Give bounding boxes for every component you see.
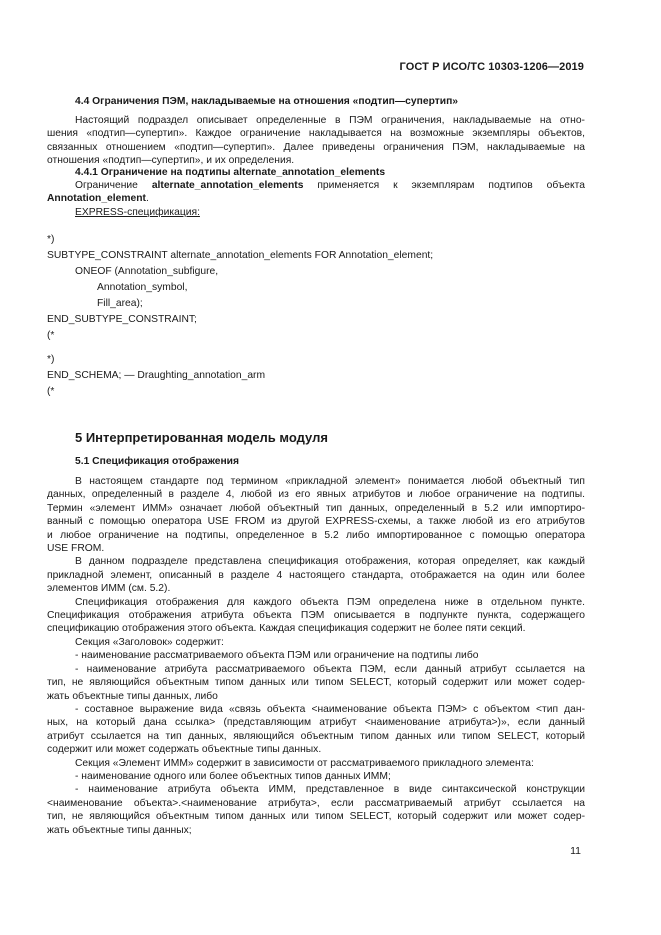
code-gap [47,344,585,352]
paragraph-line: жать объектные типы данных, либо [47,690,218,702]
paragraph-line: атрибут ссылается на тип данных, являющийся объектным типом данных или типом SELECT, который [47,730,585,742]
code-line: ONEOF (Annotation_subfigure, [75,266,219,277]
paragraph-line: тип, не являющийся объектным типом данных или типом SELECT, который содержит или может содер- [47,677,585,689]
list-item: - наименование атрибута рассматриваемого объекта ПЭМ, если данный атрибут ссылается на [75,663,585,675]
code-line: Annotation_symbol, [97,282,188,293]
paragraph-line: отношения «подтип—супертип», и их определения. [47,155,295,167]
paragraph-line: USE FROM. [47,543,105,555]
paragraph-line [47,179,585,192]
express-label [47,206,613,219]
list-item: - наименование одного или более объектных типов данных ИММ; [75,770,391,782]
section-heading-4-4: 4.4 Ограничения ПЭМ, накладываемые на отношения «подтип—супертип» [75,96,459,107]
section-5-1-body [47,475,585,837]
constraint-name: alternate_annotation_elements [151,180,304,191]
paragraph-line: Спецификация отображения атрибута объекта ПЭМ описывается в подпункте пункта, содержащего [47,610,585,622]
paragraph-line: Секция «Заголовок» содержит: [75,636,224,648]
paragraph-line: Спецификация отображения для каждого объекта ПЭМ определена ниже в отдельном пункте. [75,596,585,608]
code-line: (* [47,386,55,397]
section-heading-5-1: 5.1 Спецификация отображения [75,456,240,467]
entity-name: Annotation_element [47,193,146,205]
paragraph-line: <наименование объекта>.<наименование атрибута>, если рассматриваемый атрибут ссылается на [47,797,585,809]
code-line: SUBTYPE_CONSTRAINT alternate_annotation_elements FOR Annotation_element; [47,250,434,261]
paragraph-line: ных, на который дана ссылка> (представляющим атрибут <наименование атрибута>)», если данный [47,717,585,729]
section-4-4-paragraph [47,114,585,168]
list-item: - наименование атрибута объекта ИММ, представленное в виде синтаксической конструкции [75,784,585,796]
paragraph-line: шения «подтип—супертип». Каждое ограничение накладывается на возможные экземпляры объектов, [47,128,585,140]
paragraph-line: Секция «Элемент ИММ» содержит в зависимости от рассматриваемого прикладного элемента: [75,757,534,769]
text-run: применяется к экземплярам подтипов объекта [303,180,585,191]
page-number: 11 [570,845,581,857]
paragraph-line: Настоящий подраздел описывает определенные в ПЭМ ограничения, накладываемые на отно- [75,115,585,126]
code-line: END_SCHEMA; — Draughting_annotation_arm [47,370,266,381]
paragraph-line: ванный с помощью оператора USE FROM из другой EXPRESS-схемы, а также любой из его атрибутов [47,516,585,528]
code-line: *) [47,354,55,365]
paragraph-line: и любое ограничение на подтипы, определенное в 5.2 либо импортированное с помощью оператора [47,529,585,541]
paragraph-line: тип, не являющийся объектным типом данных или типом SELECT, который содержит или может содер- [47,811,585,823]
paragraph-line: спецификацию отображения этого объекта. Каждая спецификация содержит не более пяти секций. [47,623,526,635]
list-item: - составное выражение вида «связь объекта <наименование объекта ПЭМ> с объектом <тип дан- [75,703,585,715]
paragraph-line: Термин «элемент ИММ» означает любой объектный тип данных, определенный в 5.2 или импортиро- [47,502,585,514]
list-item: - наименование рассматриваемого объекта ПЭМ или ограничение на подтипы либо [75,650,479,662]
code-line: END_SUBTYPE_CONSTRAINT; [47,314,197,325]
paragraph-line: данных, определенный в разделе 4, любой из его явных атрибутов и любое ограничение на подтипы. [47,489,585,501]
paragraph-line [47,192,585,205]
section-heading-5: 5 Интерпретированная модель модуля [75,430,328,445]
code-line: Fill_area); [97,298,143,309]
paragraph-line: прикладной элемент, описанный в разделе 4 настоящего стандарта, отображается на один или более [47,569,585,581]
express-code-block [47,232,585,400]
paragraph-line: В данном подразделе представлена спецификация отображения, которая определяет, как каждый [75,556,585,568]
paragraph-line: элементов ИММ (см. 5.2). [47,583,171,595]
text-run: . [145,193,149,205]
paragraph-line: жать объектные типы данных; [47,824,192,836]
code-line: *) [47,234,55,245]
paragraph-line: В настоящем стандарте под термином «прикладной элемент» понимается любой объектный тип [75,476,585,487]
section-heading-4-4-1: 4.4.1 Ограничение на подтипы alternate_annotation_elements [75,167,386,178]
document-header: ГОСТ Р ИСО/ТС 10303-1206—2019 [399,61,584,73]
paragraph-line: связанных отношением «подтип—супертип». Далее приведены ограничения ПЭМ, накладываемые на [47,141,585,153]
express-spec-label: EXPRESS-спецификация: [75,207,200,218]
paragraph-line: содержит или может содержать объектные типы данных. [47,744,322,756]
section-4-4-1-paragraph [47,179,585,206]
code-line: (* [47,330,55,341]
text-run: Ограничение [75,180,152,191]
